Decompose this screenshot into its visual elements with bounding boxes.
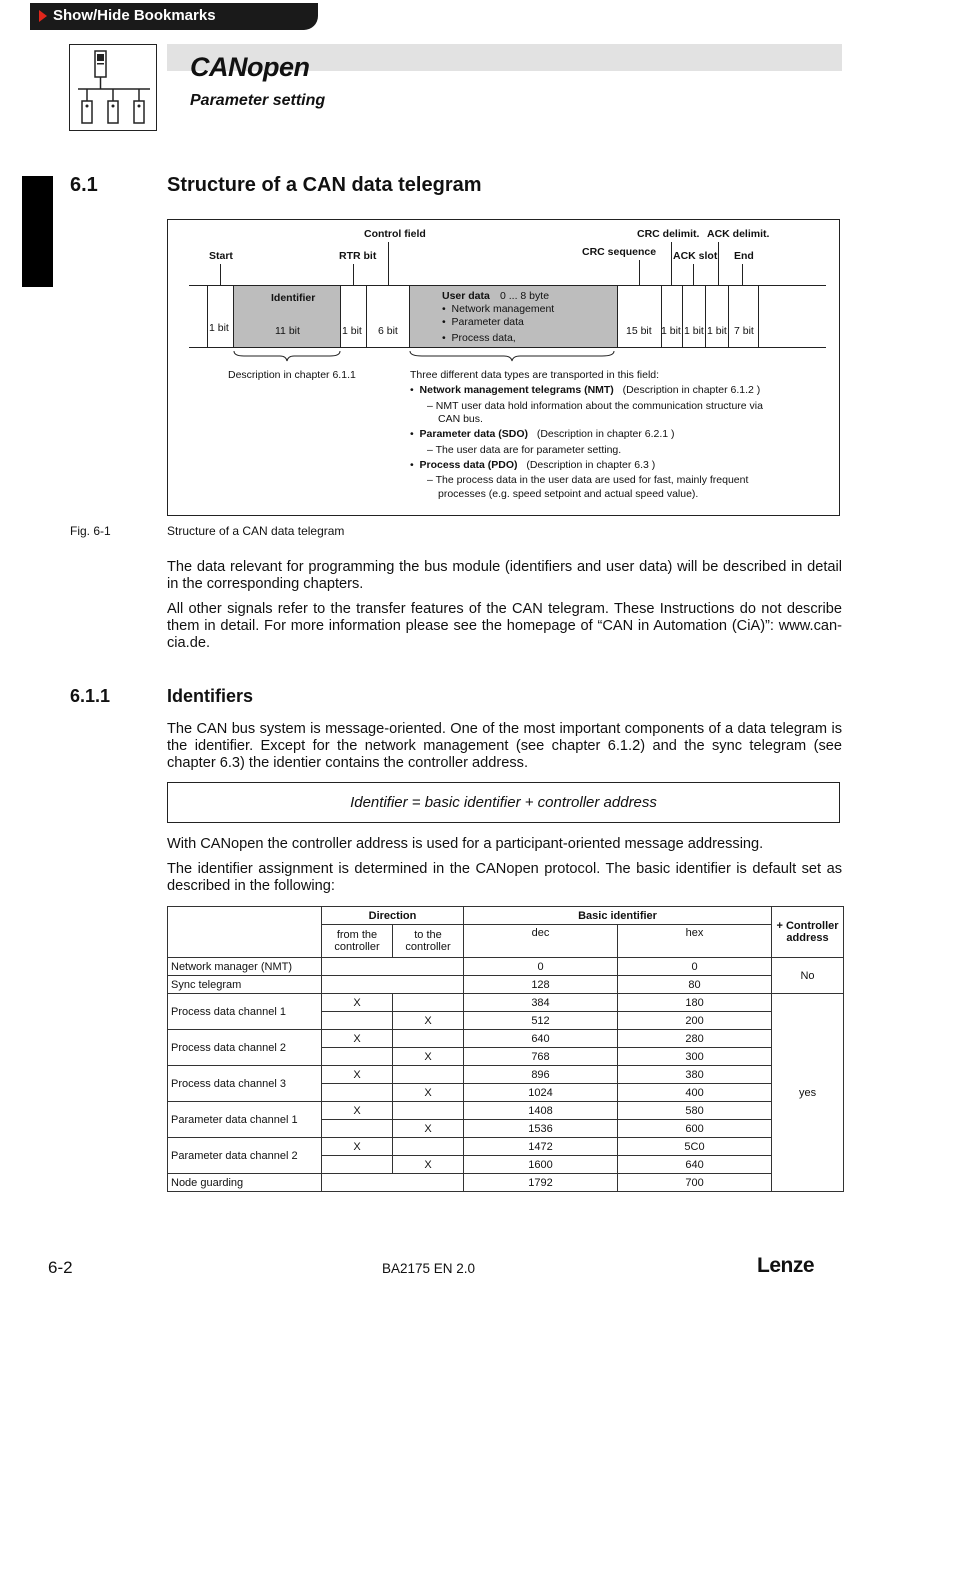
pointer-crc-seq (639, 260, 640, 286)
chapter-marker (22, 176, 53, 287)
table-row: Sync telegram 128 80 (168, 976, 844, 994)
frame-top-line (189, 285, 826, 286)
table-row: Network manager (NMT) 0 0 No (168, 958, 844, 976)
header-dec: dec (464, 925, 618, 958)
header-basic-identifier: Basic identifier (464, 907, 772, 925)
field-separator (758, 285, 759, 347)
header-direction: Direction (322, 907, 464, 925)
address-no: No (772, 958, 844, 994)
table-row: X 1600 640 (168, 1156, 844, 1174)
pointer-crc-delim (671, 242, 672, 286)
bit-count: 7 bit (734, 325, 754, 337)
can-telegram-diagram (167, 219, 840, 516)
header-from-controller: from the controller (322, 925, 393, 958)
label-crc-sequence: CRC sequence (582, 246, 657, 258)
identifier-formula: Identifier = basic identifier + controller address (167, 782, 840, 823)
nmt-text: – NMT user data hold information about the communication structure via (427, 400, 763, 412)
user-item: • Network management (442, 303, 555, 315)
field-separator (661, 285, 662, 347)
bookmarks-label[interactable]: Show/Hide Bookmarks (53, 7, 216, 24)
pdo-item: • Process data (PDO) (Description in chapter 6.3 ) (410, 459, 656, 471)
label-ack-delimit: ACK delimit. (707, 228, 770, 240)
identifier-description: Description in chapter 6.1.1 (228, 369, 356, 381)
pdo-text: – The process data in the user data are used for fast, mainly frequent (427, 474, 749, 486)
table-row: X 1536 600 (168, 1120, 844, 1138)
field-separator (682, 285, 683, 347)
table-row: Process data channel 3 X 896 380 (168, 1066, 844, 1084)
label-control-field: Control field (364, 228, 426, 240)
brand-logo: Lenze (757, 1254, 815, 1277)
field-separator (617, 285, 618, 347)
triangle-right-icon (39, 10, 47, 22)
page-subtitle: Parameter setting (190, 92, 326, 109)
user-data-brace (408, 350, 620, 362)
table-row: Node guarding 1792 700 (168, 1174, 844, 1192)
figure-number: Fig. 6-1 (70, 524, 111, 538)
frame-bottom-line (189, 347, 826, 348)
paragraph: With CANopen the controller address is used for a participant-oriented message addressing. (167, 836, 764, 852)
field-separator (705, 285, 706, 347)
field-separator (207, 285, 208, 347)
page-number: 6-2 (48, 1258, 73, 1277)
subsection-title: Identifiers (167, 686, 254, 706)
identifier-brace (232, 350, 344, 362)
user-item: • Parameter data (442, 316, 524, 328)
bit-count: 15 bit (626, 325, 652, 337)
user-data-label: User data (442, 290, 490, 302)
document-id: BA2175 EN 2.0 (382, 1261, 476, 1276)
subsection-number: 6.1.1 (70, 686, 111, 706)
table-header-empty (168, 907, 322, 958)
table-row: Parameter data channel 2 X 1472 5C0 (168, 1138, 844, 1156)
paragraph: The data relevant for programming the bus module (identifiers and user data) will be described in detail in the corresponding chapters. (167, 559, 842, 592)
table-row: X 1024 400 (168, 1084, 844, 1102)
pointer-ack-delim (718, 242, 719, 286)
pointer-start (220, 264, 221, 286)
table-row: Parameter data channel 1 X 1408 580 (168, 1102, 844, 1120)
label-ack-slot: ACK slot (673, 250, 718, 262)
pdo-text: processes (e.g. speed setpoint and actual speed value). (438, 488, 699, 500)
pointer-ack-slot (693, 264, 694, 286)
field-separator (366, 285, 367, 347)
bit-count: 6 bit (378, 325, 398, 337)
header-controller-address: + Controller address (772, 907, 844, 958)
paragraph: The identifier assignment is determined in the CANopen protocol. The basic identifier is default set as described in the following: (167, 861, 842, 894)
sdo-item: • Parameter data (SDO) (Description in chapter 6.2.1 ) (410, 428, 675, 440)
identifier-table (167, 906, 844, 1192)
bit-count: 1 bit (684, 325, 704, 337)
header-hex: hex (618, 925, 772, 958)
bit-count: 1 bit (209, 322, 229, 334)
paragraph: All other signals refer to the transfer features of the CAN telegram. These Instructions do not describe them in detail. For more information please see the homepage of “CAN in Automation (CiA)”: www.can-cia.de. (167, 601, 842, 651)
table-row: Process data channel 2 X 640 280 (168, 1030, 844, 1048)
table-row: Process data channel 1 X 384 180 yes (168, 994, 844, 1012)
label-end: End (734, 250, 754, 262)
bit-count: 1 bit (707, 325, 727, 337)
pointer-control (388, 242, 389, 286)
pointer-rtr (353, 264, 354, 286)
label-rtr-bit: RTR bit (339, 250, 377, 262)
table-row: X 512 200 (168, 1012, 844, 1030)
user-data-range: 0 ... 8 byte (500, 290, 550, 302)
label-crc-delimit: CRC delimit. (637, 228, 700, 240)
user-item: • Process data, (442, 332, 516, 344)
paragraph: The CAN bus system is message-oriented. One of the most important components of a data telegram is the identifier. Except for the network management (see chapter 6.1.2) and the sync telegram (see chapter 6.3) the identier contains the controller address. (167, 721, 842, 771)
pointer-end (742, 264, 743, 286)
bit-count: 11 bit (275, 325, 300, 337)
data-types-intro: Three different data types are transported in this field: (410, 369, 660, 381)
network-topology-icon (69, 44, 157, 131)
header-to-controller: to the controller (393, 925, 464, 958)
bit-count: 1 bit (661, 325, 681, 337)
nmt-text: CAN bus. (438, 413, 483, 425)
label-start: Start (209, 250, 233, 262)
bit-count: 1 bit (342, 325, 362, 337)
section-title: Structure of a CAN data telegram (167, 174, 482, 196)
figure-caption: Structure of a CAN data telegram (167, 524, 345, 538)
sdo-text: – The user data are for parameter setting. (427, 444, 622, 456)
field-separator (340, 285, 341, 347)
nmt-item: • Network management telegrams (NMT) (Description in chapter 6.1.2 ) (410, 384, 761, 396)
field-separator (233, 285, 234, 347)
page-title: CANopen (190, 52, 310, 82)
address-yes: yes (772, 994, 844, 1192)
section-number: 6.1 (70, 174, 98, 196)
identifier-label: Identifier (271, 292, 316, 304)
table-row: X 768 300 (168, 1048, 844, 1066)
field-separator (409, 285, 410, 347)
field-separator (728, 285, 729, 347)
